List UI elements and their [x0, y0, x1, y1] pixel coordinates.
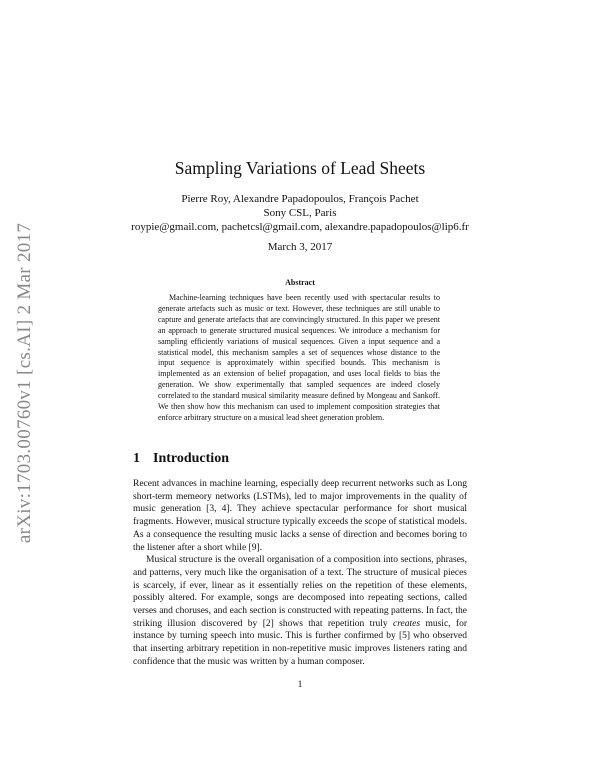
- paper-title: Sampling Variations of Lead Sheets: [174, 158, 426, 178]
- author-names: Pierre Roy, Alexandre Papadopoulos, François Pachet: [181, 193, 419, 205]
- page-number: 1: [297, 680, 303, 690]
- intro-paragraph-2: [133, 554, 467, 668]
- section-number: 1: [133, 451, 140, 466]
- section-title: Introduction: [153, 451, 229, 466]
- section-body: [133, 478, 467, 669]
- arxiv-identifier-stamp: [10, 215, 40, 550]
- intro-paragraph-2-part-1: Musical structure is the overall organisation of a composition into sections, phrases, and patterns, very much like the organisation of a text. The structure of musical pieces is scarcely, if ever, linear as it essentially relies on the repetition of these elements, possibly altered. For example, songs are decomposed into repeating sections, called verses and choruses, and each section is constructed with repeating patterns. In fact, the striking illusion discovered by [2] shows that repetition truly: [133, 555, 467, 629]
- intro-paragraph-2-emphasis: creates: [393, 618, 421, 629]
- paper-date: March 3, 2017: [267, 241, 333, 253]
- intro-paragraph-2-part-2: music, for instance by turning speech into music. This is further confirmed by [5] who observed that inserting arbitrary repetition in non-repetitive music improves listeners rating and confidence that the music was written by a human composer.: [133, 618, 467, 667]
- author-block: [0, 192, 600, 234]
- author-emails: roypie@gmail.com, pachetcsl@gmail.com, alexandre.papadopoulos@lip6.fr: [131, 221, 469, 233]
- intro-paragraph-1: Recent advances in machine learning, especially deep recurrent networks such as Long short-term memeory networks (LSTMs), led to major improvements in the quality of music generation [3, 4]. They achieve spectacular performance for short musical fragments. However, musical structure typically exceeds the scope of statistical models. As a consequence the resulting music lacks a sense of direction and becomes boring to the listener after a short while [9].: [133, 479, 467, 553]
- section-heading: [133, 451, 229, 467]
- abstract-heading: Abstract: [285, 278, 315, 287]
- arxiv-identifier-text: arXiv:1703.00760v1 [cs.AI] 2 Mar 2017: [14, 222, 36, 543]
- abstract-text: Machine-learning techniques have been recently used with spectacular results to generate artefacts such as music or text. However, these techniques are still unable to capture and generate artefacts that are convincingly structured. In this paper we present an approach to generate structured musical sequences. We introduce a mechanism for sampling efficiently variations of musical sequences. Given a input sequence and a statistical model, this mechanism samples a set of sequences whose distance to the input sequence is approximately within specified bounds. This mechanism is implemented as an extension of belief propagation, and uses local fields to bias the generation. We show experimentally that sampled sequences are indeed closely correlated to the standard musical similarity measure defined by Mongeau and Sankoff. We then show how this mechanism can used to implement composition strategies that enforce arbitrary structure on a musical lead sheet generation problem.: [158, 293, 440, 422]
- author-affiliation: Sony CSL, Paris: [263, 207, 337, 219]
